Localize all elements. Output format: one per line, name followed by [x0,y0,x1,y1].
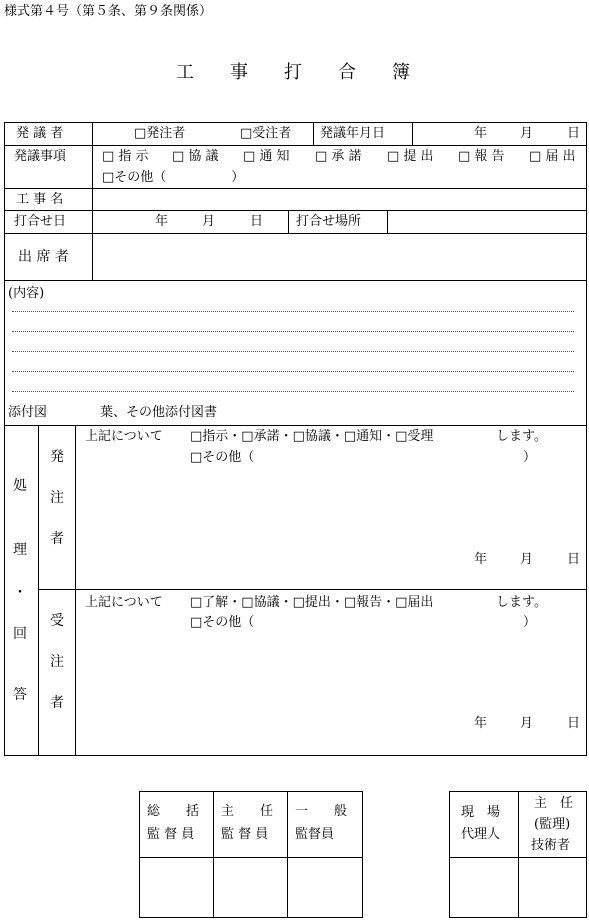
rule-place-label-left [288,210,289,233]
attendees-field[interactable] [94,234,584,279]
site-agent-label-2: 代理人 [461,827,501,842]
orderer-date-day: 日 [567,552,581,567]
attendees-label: 出 席 者 [18,249,69,265]
matter-submission-checkbox[interactable]: □ 提 出 [387,149,434,164]
orderer-date-year: 年 [474,552,488,567]
stamp-left-col [287,791,288,918]
contractor-label-char: 者 [50,695,64,711]
meeting-place-field[interactable] [389,211,584,232]
proposer-contractor-checkbox[interactable]: □受注者 [240,126,292,141]
chief-engineer-label: 主 任 [534,796,574,811]
chief-engineer-label-2: (監理) [534,817,571,832]
rule-label-col [92,122,93,280]
proposal-date-month: 月 [520,126,534,141]
general-supervisor-stamp-area[interactable] [141,859,212,916]
matter-other-checkbox[interactable]: □その他（ ） [102,170,245,185]
proposal-date-label: 発議年月日 [320,126,386,141]
proposal-matter-label: 発議事項 [14,149,67,164]
matter-notification-checkbox[interactable]: □ 届 出 [529,149,576,164]
site-agent-label: 現 場 [461,805,501,820]
contractor-date-year: 年 [474,716,488,731]
contractor-label-char: 注 [50,654,64,670]
chief-engineer-stamp-area[interactable] [520,859,585,916]
regular-supervisor-stamp-area[interactable] [289,859,361,916]
proposal-date-day: 日 [567,126,581,141]
rule-date-label-right [412,122,413,145]
orderer-other-checkbox[interactable]: □その他（ [190,450,255,465]
form-number: 様式第４号（第５条、第９条関係） [4,4,213,19]
stamp-left-col [213,791,214,918]
attachment-label: 添付図 [8,405,48,420]
rule-process-split [38,589,587,590]
rule-row5 [4,280,587,281]
general-supervisor-label: 総 括 [147,804,200,819]
process-side-char: 処 [13,478,27,494]
rule-place-label-right [387,210,388,233]
chief-supervisor-stamp-area[interactable] [215,859,286,916]
proposer-label: 発 議 者 [16,126,64,141]
orderer-label-char: 注 [50,490,64,506]
rule-attach [4,425,587,426]
contractor-other-checkbox[interactable]: □その他（ [190,615,255,630]
matter-instruction-checkbox[interactable]: □ 指 示 [102,149,149,164]
matter-notice-checkbox[interactable]: □ 通 知 [243,149,290,164]
matter-consultation-checkbox[interactable]: □ 協 議 [172,149,219,164]
matter-report-checkbox[interactable]: □ 報 告 [458,149,505,164]
meeting-place-label: 打合せ場所 [296,214,362,229]
chief-engineer-label-3: 技術者 [531,838,571,853]
content-label: (内容) [8,286,45,301]
proposer-orderer-checkbox[interactable]: □発注者 [134,126,186,141]
rule-process-party [75,425,76,756]
stamp-left-divider [139,857,363,858]
meeting-date-month: 月 [202,214,216,229]
meeting-date-year: 年 [155,214,169,229]
document-title: 工 事 打 合 簿 [176,62,410,83]
contractor-label-char: 受 [50,613,64,629]
chief-supervisor-label: 主 任 [221,804,274,819]
contractor-action-checkboxes[interactable]: □了解・□協議・□提出・□報告・□届出 [190,595,434,610]
project-name-field[interactable] [94,189,584,209]
contractor-date-month: 月 [520,716,534,731]
site-agent-stamp-area[interactable] [451,859,517,916]
matter-approval-checkbox[interactable]: □ 承 諾 [315,149,362,164]
orderer-label-char: 者 [50,531,64,547]
process-side-char: 理 [13,542,27,558]
meeting-date-day: 日 [250,214,264,229]
process-side-char: ・ [13,585,27,601]
proposal-date-year: 年 [474,126,488,141]
contractor-line1-prefix: 上記について [85,595,163,610]
contractor-date-day: 日 [567,716,581,731]
content-field[interactable] [8,300,582,398]
regular-supervisor-label-2: 監督員 [295,827,335,842]
rule-process-side [38,425,39,756]
orderer-action-checkboxes[interactable]: □指示・□承諾・□協議・□通知・□受理 [190,429,434,444]
general-supervisor-label-2: 監 督 員 [147,827,195,842]
orderer-other-close: ） [523,450,537,465]
stamp-right-col [518,791,519,918]
process-side-char: 答 [13,687,27,703]
orderer-label-char: 発 [50,449,64,465]
orderer-date-month: 月 [520,552,534,567]
process-side-char: 回 [13,626,27,642]
orderer-line1-suffix: します。 [496,429,547,444]
contractor-line1-suffix: します。 [496,595,547,610]
chief-supervisor-label-2: 監 督 員 [221,827,269,842]
project-name-label: 工 事 名 [16,192,64,207]
rule-date-label-left [313,122,314,145]
regular-supervisor-label: 一 般 [295,804,348,819]
attachment-text: 葉、その他添付図書 [100,405,218,420]
orderer-line1-prefix: 上記について [85,429,163,444]
contractor-other-close: ） [523,615,537,630]
meeting-date-label: 打合せ日 [14,214,67,229]
